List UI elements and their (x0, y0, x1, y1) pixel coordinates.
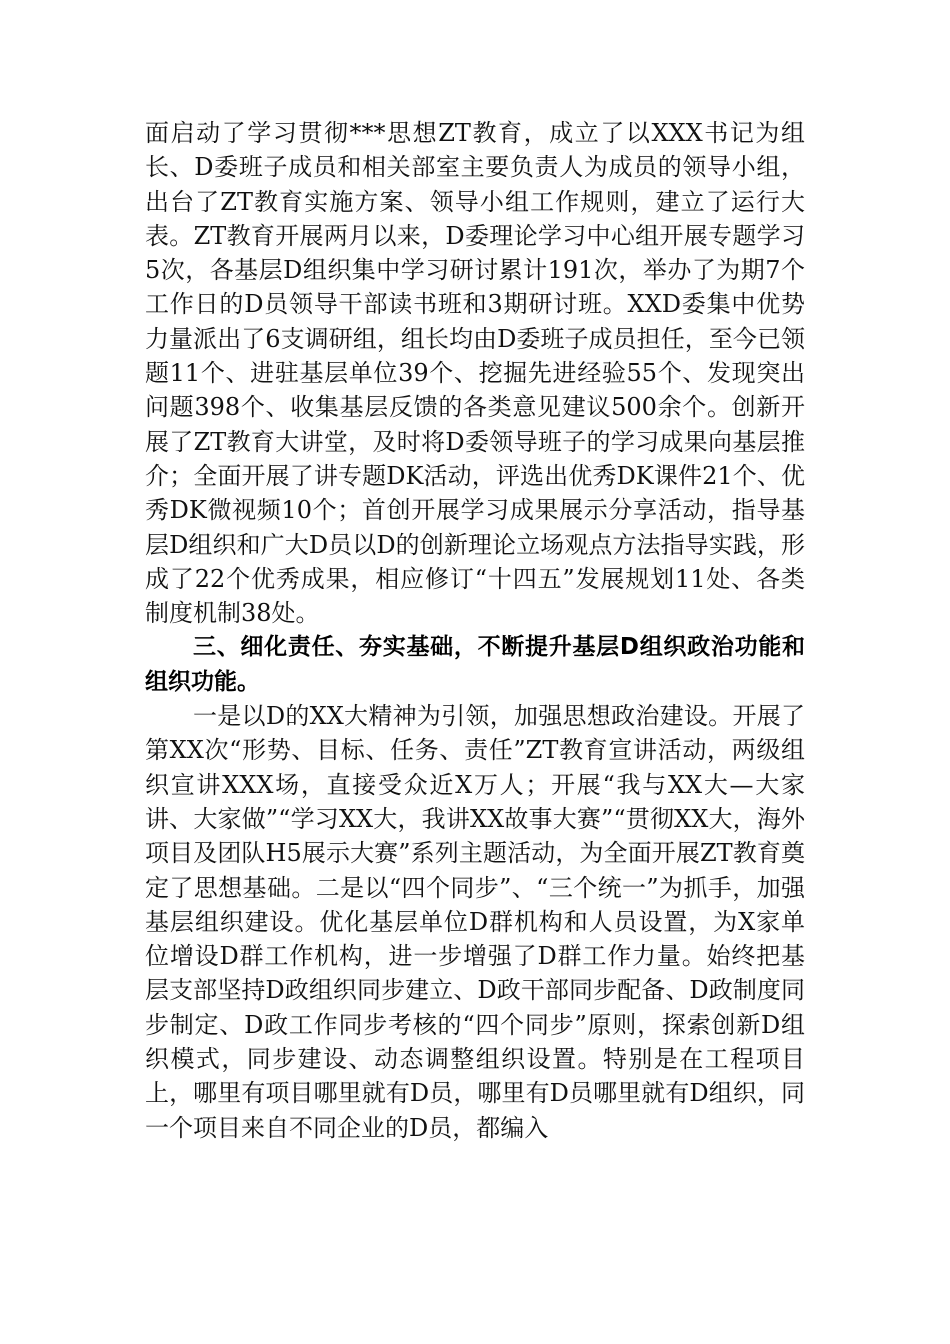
document-body (145, 116, 805, 1145)
section-heading: 三、细化责任、夯实基础，不断提升基层D组织政治功能和组织功能。 (145, 634, 805, 695)
paragraph-continued: 面启动了学习贯彻***思想ZT教育，成立了以XXX书记为组长、D委班子成员和相关部室主要负责人为成员的领导小组，出台了ZT教育实施方案、领导小组工作规则，建立了运行大表。ZT教育开展两月以来，D委理论学习中心组开展专题学习5次，各基层D组织集中学习研讨累计191次，举办了为期7个工作日的D员领导干部读书班和3期研讨班。XXD委集中优势力量派出了6支调研组，组长均由D委班子成员担任，至今已领题11个、进驻基层单位39个、挖掘先进经验55个、发现突出问题398个、收集基层反馈的各类意见建议500余个。创新开展了ZT教育大讲堂，及时将D委领导班子的学习成果向基层推介；全面开展了讲专题DK活动，评选出优秀DK课件21个、优秀DK微视频10个；首创开展学习成果展示分享活动，指导基层D组织和广大D员以D的创新理论立场观点方法指导实践，形成了22个优秀成果，相应修订“十四五”发展规划11处、各类制度机制38处。 (145, 119, 805, 628)
paragraph-section-body: 一是以D的XX大精神为引领，加强思想政治建设。开展了第XX次“形势、目标、任务、责任”ZT教育宣讲活动，两级组织宣讲XXX场，直接受众近X万人；开展“我与XX大—大家讲、大家做”“学习XX大，我讲XX故事大赛”“贯彻XX大，海外项目及团队H5展示大赛”系列主题活动，为全面开展ZT教育奠定了思想基础。二是以“四个同步”、“三个统一”为抓手，加强基层组织建设。优化基层单位D群机构和人员设置，为X家单位增设D群工作机构，进一步增强了D群工作力量。始终把基层支部坚持D政组织同步建立、D政干部同步配备、D政制度同步制定、D政工作同步考核的“四个同步”原则，探索创新D组织模式，同步建设、动态调整组织设置。特别是在工程项目上，哪里有项目哪里就有D员，哪里有D员哪里就有D组织，同一个项目来自不同企业的D员，都编入 (145, 702, 805, 1142)
